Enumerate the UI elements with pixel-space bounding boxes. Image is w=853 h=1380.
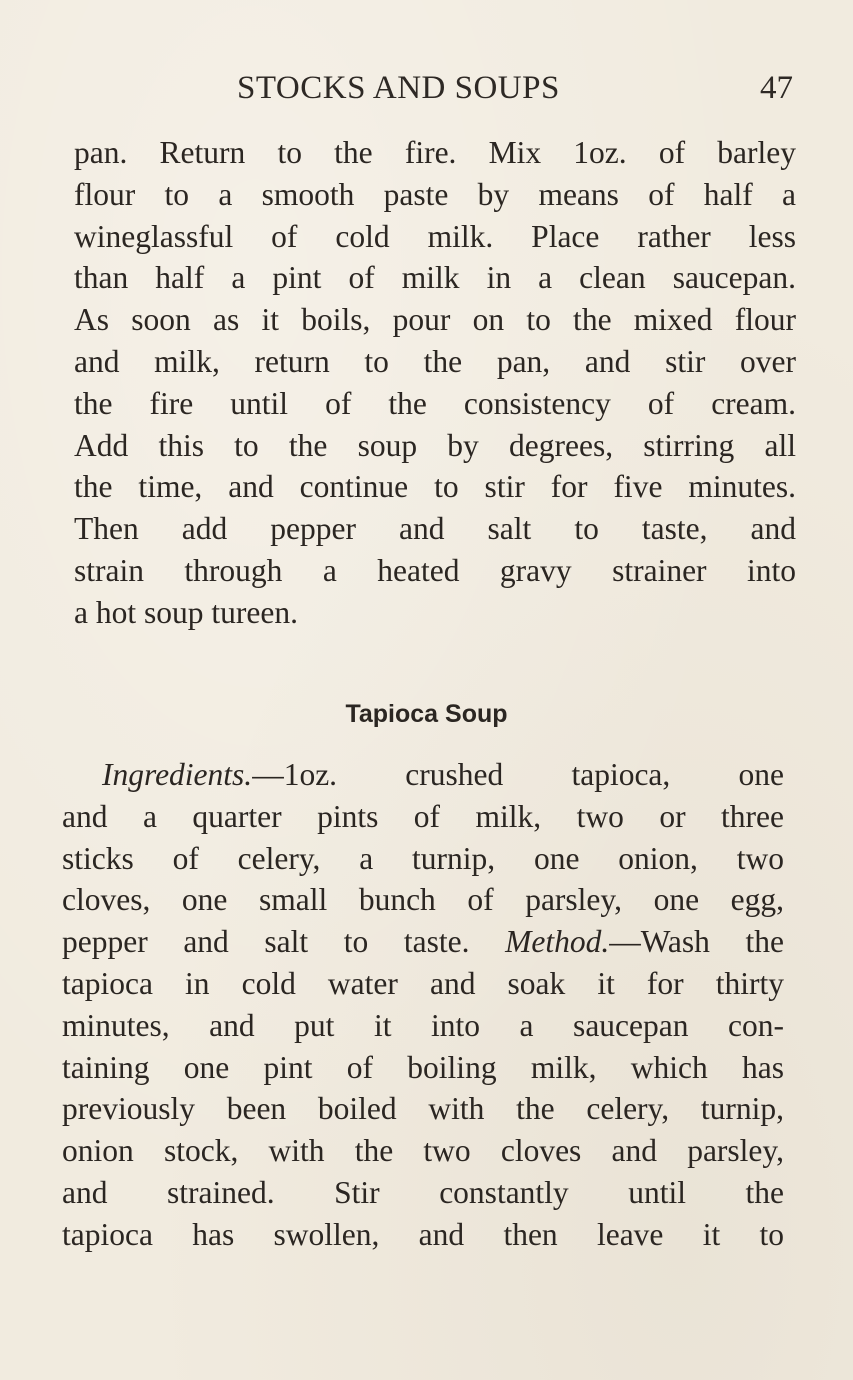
text-line: taining one pint of boiling milk, which has: [62, 1049, 784, 1085]
seasoning-text: pepper and salt to taste.: [62, 924, 506, 960]
recipe-title: Tapioca Soup: [345, 700, 508, 728]
text-line: tapioca has swollen, and then leave it to: [62, 1216, 784, 1252]
running-title: STOCKS AND SOUPS: [237, 70, 560, 106]
method-label: Method.: [505, 924, 610, 960]
recipe-paragraph: [62, 754, 784, 1256]
text-line: and strained. Stir constantly until the: [62, 1174, 784, 1210]
text-line: than half a pint of milk in a clean saucepan.: [74, 260, 796, 296]
text-line: previously been boiled with the celery, turnip,: [62, 1091, 784, 1127]
text-line: tapioca in cold water and soak it for thirty: [62, 965, 784, 1001]
ingredients-text: —1oz. crushed tapioca, one: [252, 757, 784, 792]
text-line: Then add pepper and salt to taste, and: [74, 511, 796, 547]
text-line: a hot soup tureen.: [74, 594, 298, 630]
text-line: minutes, and put it into a saucepan con-: [62, 1007, 784, 1043]
method-text: —Wash the: [609, 924, 784, 960]
text-line: pan. Return to the fire. Mix 1oz. of barley: [74, 135, 796, 170]
text-line: As soon as it boils, pour on to the mixed flour: [74, 302, 796, 338]
ingredients-label: Ingredients.: [102, 757, 253, 792]
text-line: cloves, one small bunch of parsley, one egg,: [62, 882, 784, 918]
text-line: [62, 754, 784, 796]
text-line: sticks of celery, a turnip, one onion, two: [62, 840, 784, 876]
page-number: 47: [760, 70, 793, 106]
continued-paragraph: [74, 132, 796, 634]
text-line: [62, 921, 784, 963]
text-line: flour to a smooth paste by means of half a: [74, 176, 796, 212]
text-line: wineglassful of cold milk. Place rather less: [74, 218, 796, 254]
text-line: the time, and continue to stir for five minutes.: [74, 469, 796, 505]
text-line: and milk, return to the pan, and stir over: [74, 343, 796, 379]
text-line: the fire until of the consistency of cream.: [74, 385, 796, 421]
text-line: strain through a heated gravy strainer into: [74, 552, 796, 588]
text-line: and a quarter pints of milk, two or three: [62, 798, 784, 834]
text-line: Add this to the soup by degrees, stirring all: [74, 427, 796, 463]
text-line: onion stock, with the two cloves and parsley,: [62, 1133, 784, 1169]
